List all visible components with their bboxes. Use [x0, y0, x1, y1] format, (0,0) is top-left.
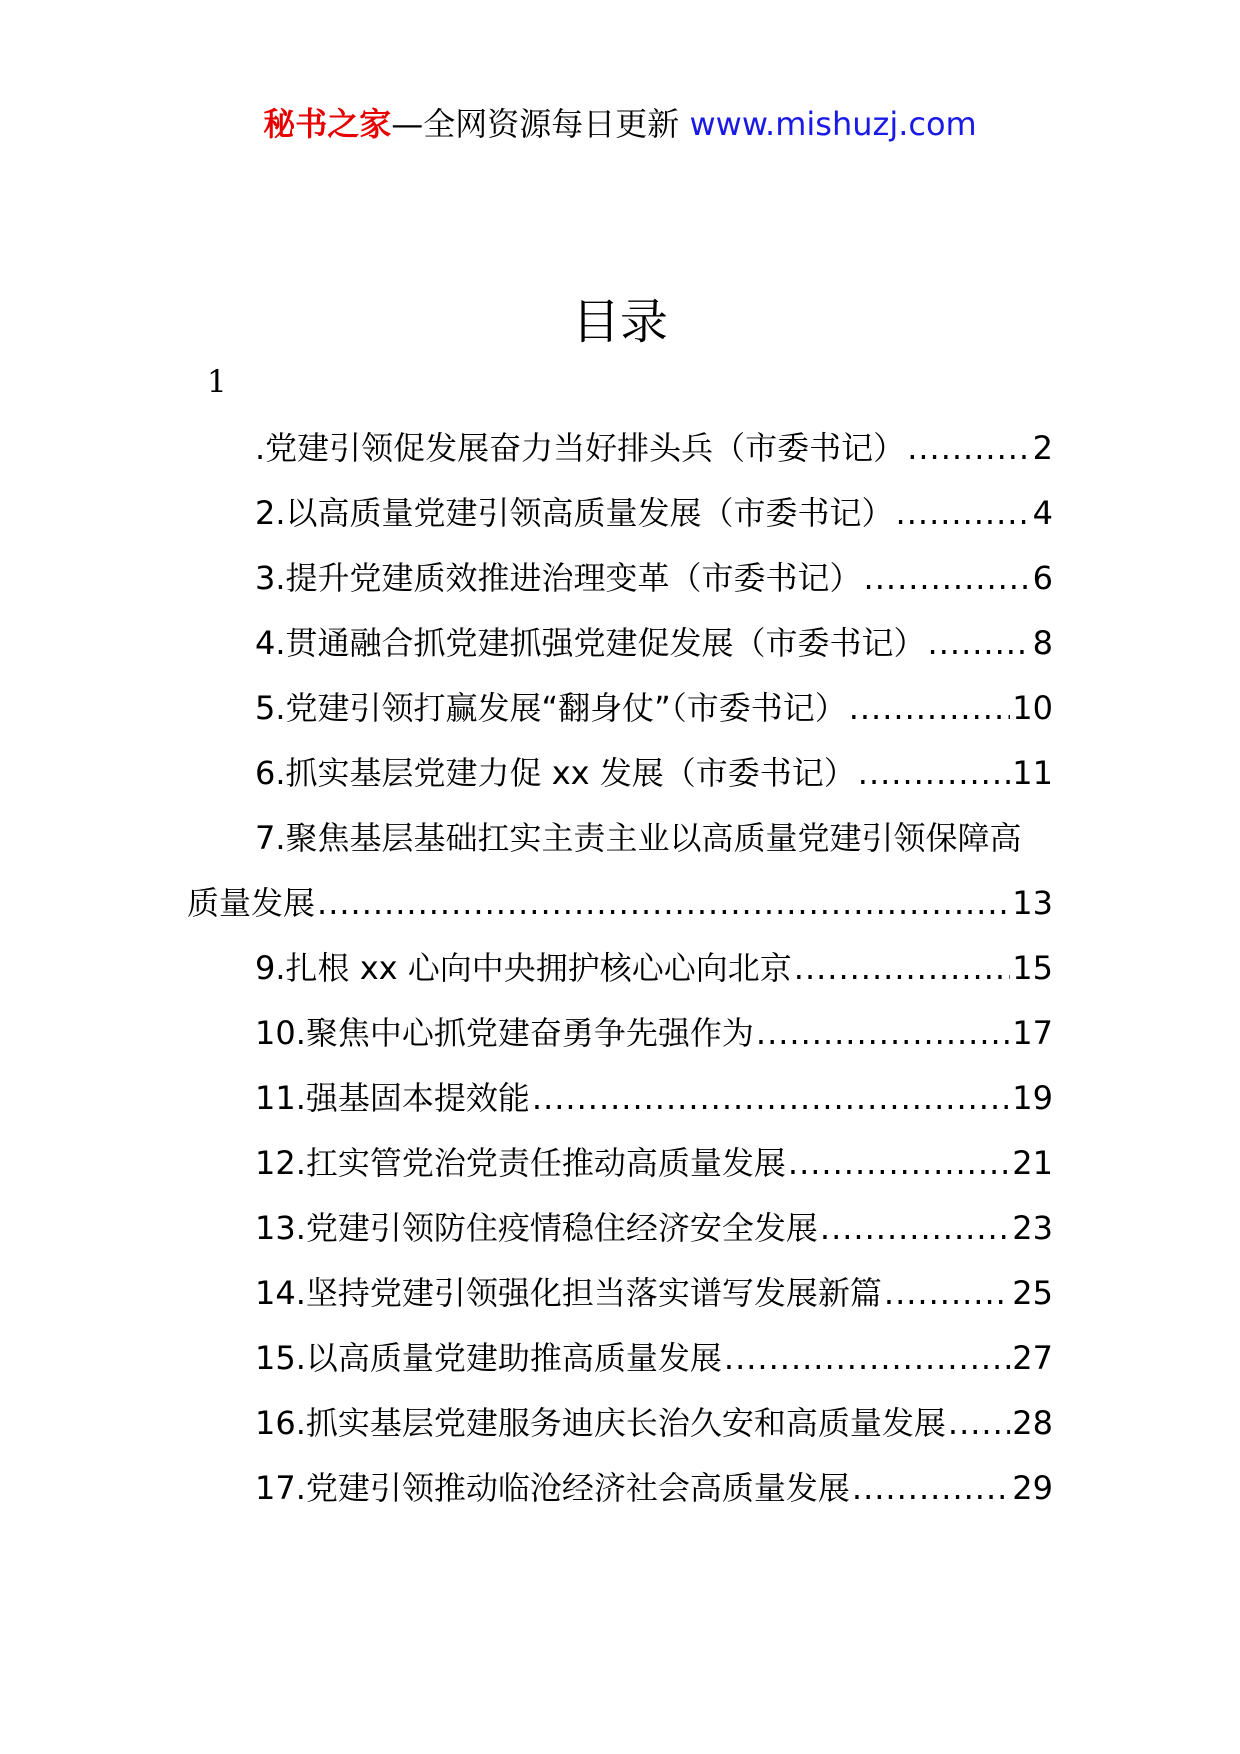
toc-entry[interactable] — [187, 1204, 1053, 1269]
toc-entry-title: 17.党建引领推动临沧经济社会高质量发展 — [255, 1469, 850, 1507]
toc-page-number: 29 — [1012, 1469, 1053, 1507]
toc-page-number: 11 — [1012, 754, 1053, 792]
toc-dot-leader — [948, 1399, 1010, 1447]
toc-page-number: 28 — [1012, 1404, 1053, 1442]
toc-dot-leader — [864, 554, 1031, 602]
toc-page-number: 2 — [1032, 429, 1053, 467]
toc-entry[interactable] — [187, 1139, 1053, 1204]
toc-dot-leader — [928, 619, 1031, 667]
toc-page-number: 17 — [1012, 1014, 1053, 1052]
toc-page-number: 15 — [1012, 949, 1053, 987]
toc-dot-leader — [724, 1334, 1010, 1382]
toc-dot-leader — [532, 1074, 1010, 1122]
toc-entry[interactable] — [187, 814, 1053, 944]
toc-dot-leader — [858, 749, 1011, 797]
toc-dot-leader — [852, 1464, 1010, 1512]
toc-entry[interactable] — [187, 1269, 1053, 1334]
toc-entry[interactable] — [187, 1464, 1053, 1529]
toc-entry-title: 16.抓实基层党建服务迪庆长治久安和高质量发展 — [255, 1404, 946, 1442]
stray-number: 1 — [207, 364, 227, 400]
toc-page-number: 19 — [1012, 1079, 1053, 1117]
toc-entry[interactable] — [187, 944, 1053, 1009]
toc-entry[interactable] — [187, 424, 1053, 489]
toc-entry-title: 9.扎根 xx 心向中央拥护核心心向北京 — [255, 949, 792, 987]
toc-entry[interactable] — [187, 749, 1053, 814]
toc-dot-leader — [896, 489, 1031, 537]
toc-entry-title: 6.抓实基层党建力促 xx 发展（市委书记） — [255, 754, 856, 792]
toc-dot-leader — [907, 424, 1030, 472]
toc-page-number: 27 — [1012, 1339, 1053, 1377]
toc-entry[interactable] — [187, 1074, 1053, 1139]
toc-dot-leader — [794, 944, 1011, 992]
toc-entry[interactable] — [187, 684, 1053, 749]
site-url-link[interactable]: www.mishuzj.com — [689, 105, 977, 143]
toc-entry-title: 11.强基固本提效能 — [255, 1079, 530, 1117]
toc-page-number: 21 — [1012, 1144, 1053, 1182]
toc-entry-title: 12.扛实管党治党责任推动高质量发展 — [255, 1144, 786, 1182]
toc-dot-leader — [756, 1009, 1010, 1057]
page-header — [0, 100, 1240, 148]
toc-entry[interactable] — [187, 489, 1053, 554]
brand-name: 秘书之家 — [263, 105, 392, 143]
toc-entry[interactable] — [187, 619, 1053, 684]
toc-entry-title-line1: 7.聚焦基层基础扛实主责主业以高质量党建引领保障高 — [255, 819, 1022, 857]
toc-page-number: 6 — [1032, 559, 1053, 597]
toc-entry-title-line2: 质量发展 — [187, 884, 316, 922]
toc-entry[interactable] — [187, 1334, 1053, 1399]
toc-entry-title: 4.贯通融合抓党建抓强党建促发展（市委书记） — [255, 624, 926, 662]
toc-entry-title: 10.聚焦中心抓党建奋勇争先强作为 — [255, 1014, 754, 1052]
toc-page-number: 25 — [1012, 1274, 1053, 1312]
toc-entry[interactable] — [187, 554, 1053, 619]
toc-entry-title: 3.提升党建质效推进治理变革（市委书记） — [255, 559, 862, 597]
toc-page-number: 10 — [1012, 689, 1053, 727]
toc-dot-leader — [820, 1204, 1010, 1252]
toc-dot-leader — [849, 684, 1011, 732]
toc-entry-title: 13.党建引领防住疫情稳住经济安全发展 — [255, 1209, 818, 1247]
toc-page-number: 8 — [1032, 624, 1053, 662]
table-of-contents — [187, 424, 1053, 1529]
toc-page-number: 13 — [1012, 884, 1053, 922]
toc-entry-title: 15.以高质量党建助推高质量发展 — [255, 1339, 722, 1377]
toc-entry-title: 14.坚持党建引领强化担当落实谱写发展新篇 — [255, 1274, 882, 1312]
toc-dot-leader — [317, 879, 1010, 927]
toc-page-number: 4 — [1032, 494, 1053, 532]
toc-entry[interactable] — [187, 1399, 1053, 1464]
toc-entry-title: .党建引领促发展奋力当好排头兵（市委书记） — [255, 429, 906, 467]
toc-entry-title: 2.以高质量党建引领高质量发展（市委书记） — [255, 494, 894, 532]
toc-entry-title: 5.党建引领打赢发展“翻身仗”（市委书记） — [255, 689, 847, 727]
toc-dot-leader — [884, 1269, 1010, 1317]
toc-page-number: 23 — [1012, 1209, 1053, 1247]
page-title: 目录 — [571, 294, 668, 350]
toc-dot-leader — [788, 1139, 1010, 1187]
header-tagline: —全网资源每日更新 — [391, 105, 680, 143]
toc-entry[interactable] — [187, 1009, 1053, 1074]
